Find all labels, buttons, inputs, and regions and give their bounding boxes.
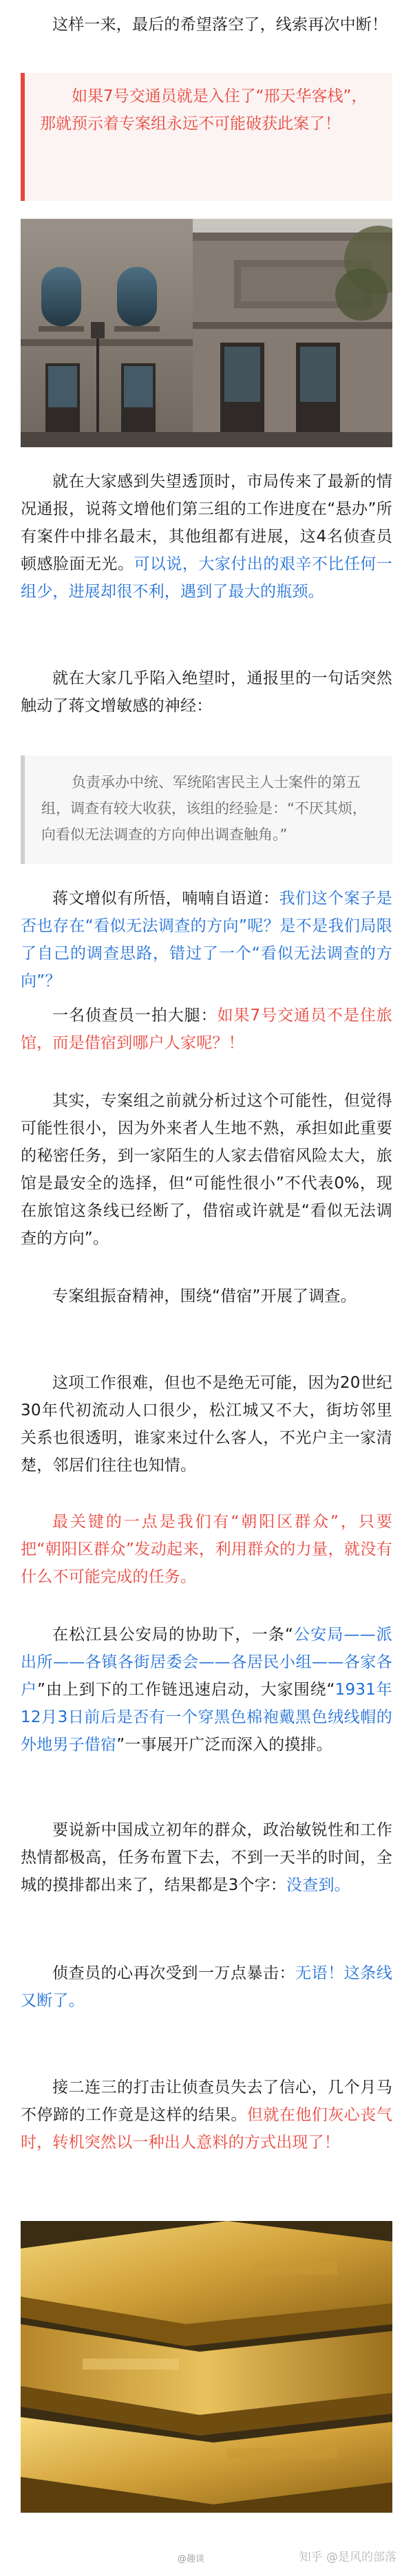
paragraph-notice: 就在大家几乎陷入绝望时，通报里的一句话突然触动了蒋文增敏感的神经： xyxy=(21,669,392,715)
realization-quote: 我们这个案子是否也存在“看似无法调查的方向”呢？是不是我们局限了自己的调查思路，错过了一个“看似无法调查的方向”？ xyxy=(21,890,392,990)
building-illustration xyxy=(21,219,392,447)
weibo-watermark: @趣谈 xyxy=(178,2554,205,2564)
report-emphasis: 可以说，大家付出的艰辛不比任何一组少，进展却很不利，遇到了最大的瓶颈。 xyxy=(21,555,392,601)
zhihu-watermark: 知乎 @是风的部落 xyxy=(299,2551,396,2564)
quote-text: 如果7号交通员就是入住了“邢天华客栈”，那就预示着专案组永远不可能破获此案了！ xyxy=(40,87,368,133)
paragraph-masses: 最关键的一点是我们有“朝阳区群众”，只要把“朝阳区群众”发动起来，利用群众的力量，就没有什么不可能完成的任务。 xyxy=(21,1513,392,1586)
realization-text: 蒋文增似有所悟，喃喃自语道： xyxy=(52,890,279,908)
gold-bars-photo xyxy=(21,2221,392,2513)
report-text: 就在大家感到失望透顶时，市局传来了最新的情况通报，说蒋文增他们第三组的工作进度在“悬办”所有案件中排名最末，其他组都有进展，这4名侦查员顿感脸面无光。 xyxy=(21,473,392,573)
chain-text-3: ”一事展开广泛而深入的摸排。 xyxy=(116,1736,332,1754)
paragraph-report xyxy=(21,468,392,605)
paragraph-result xyxy=(21,1816,392,1899)
chain-text-2: ”由上到下的工作链迅速启动，大家围绕“ xyxy=(36,1681,335,1699)
chain-target: 1931年12月3日前后是否有一个穿黑色棉袍戴黑色绒线帽的外地男子借宿 xyxy=(21,1681,392,1754)
paragraph-clue-broken: 这样一来，最后的希望落空了，线索再次中断！ xyxy=(52,16,388,34)
quote-text: 负责承办中统、军统陷害民主人士案件的第五组，调查有较大收获，该组的经验是：“不厌其烦，向看似无法调查的方向伸出调查触角。” xyxy=(41,774,367,843)
paragraph-realization xyxy=(21,885,392,995)
footer-watermarks xyxy=(0,2522,413,2576)
idea-text: 一名侦查员一拍大腿： xyxy=(52,1007,218,1024)
paragraph-analysis: 其实，专案组之前就分析过这个可能性，但觉得可能性很小，因为外来者人生地不熟，承担如此重要的秘密任务，到一家陌生的人家去借宿风险太大，旅馆是最安全的选择，但“可能性很小”不代表0%，现在旅馆这条线已经断了，借宿或许就是“看似无法调查的方向”。 xyxy=(21,1092,392,1247)
paragraph-setback xyxy=(21,1960,392,2015)
setback-emphasis: 无语！这条线又断了。 xyxy=(21,1964,393,2010)
quote-fifth-group xyxy=(21,755,392,864)
chain-text-1: 在松江县公安局的协助下，一条“ xyxy=(52,1626,294,1644)
turning-text: 接二连三的打击让侦查员失去了信心，几个月马不停蹄的工作竟是这样的结果。 xyxy=(21,2079,392,2124)
old-building-photo xyxy=(21,219,392,447)
result-text: 要说新中国成立初年的群众，政治敏锐性和工作热情都极高，任务布置下去，不到一天半的时间，全城的摸排都出来了，结果都是3个字： xyxy=(21,1821,392,1894)
chain-emphasis: 公安局——派出所——各镇各街居委会——各居民小组——各家各户 xyxy=(21,1626,392,1699)
highlight-quote-red xyxy=(21,73,392,201)
setback-text: 侦查员的心再次受到一万点暴击： xyxy=(52,1964,296,1982)
paragraph-turning-point xyxy=(21,2074,392,2156)
paragraph-work-chain xyxy=(21,1621,392,1759)
paragraph-idea xyxy=(21,1002,392,1057)
turning-emphasis: 但就在他们灰心丧气时，转机突然以一种出人意料的方式出现了！ xyxy=(21,2106,392,2151)
idea-emphasis: 如果7号交通员不是住旅馆，而是借宿到哪户人家呢？！ xyxy=(21,1007,392,1052)
gold-illustration xyxy=(21,2221,392,2513)
paragraph-investigation: 专案组振奋精神，围绕“借宿”开展了调查。 xyxy=(52,1287,357,1305)
paragraph-difficulty: 这项工作很难，但也不是绝无可能，因为20世纪30年代初流动人口很少，松江城又不大，街坊邻里关系也很透明，谁家来过什么客人，不光户主一家清楚，邻居们往往也知情。 xyxy=(21,1374,392,1474)
result-emphasis: 没查到。 xyxy=(286,1876,350,1894)
